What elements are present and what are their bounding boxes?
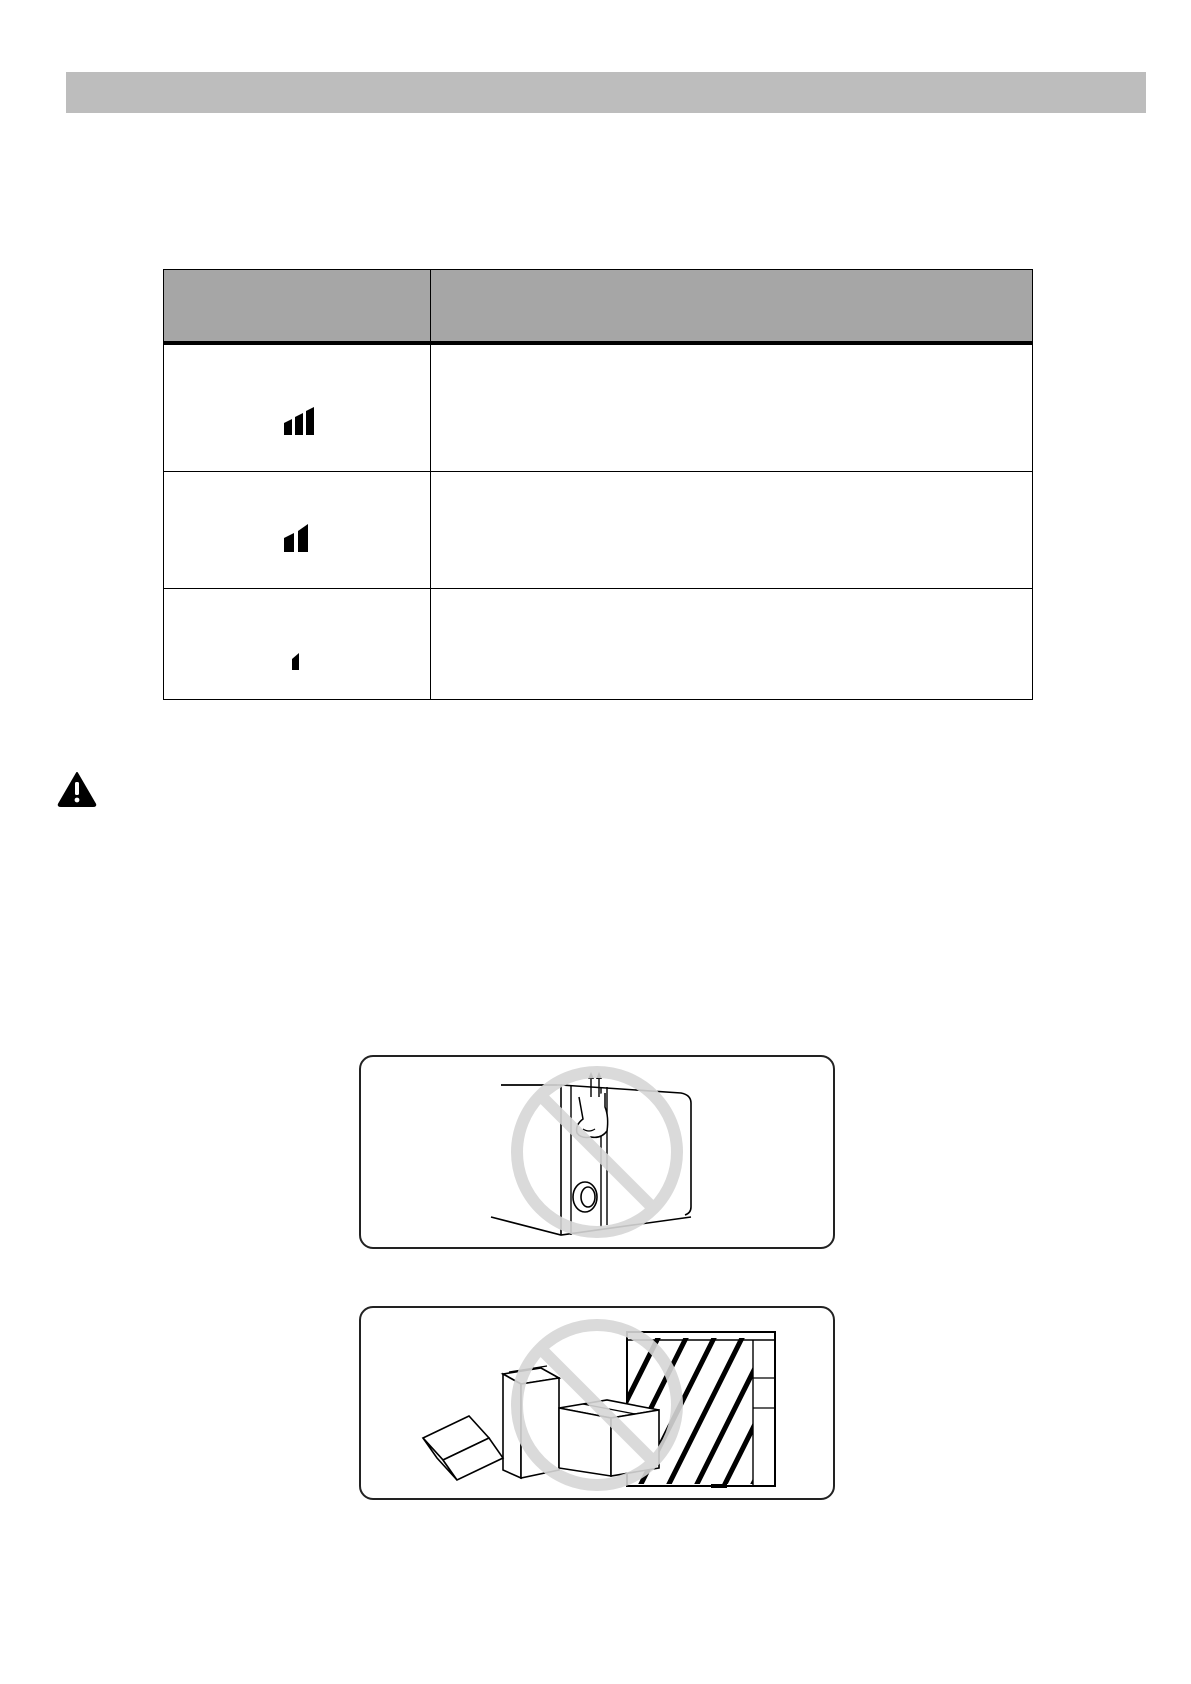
boxes-near-outdoor-unit-illustration [361,1308,835,1500]
illustration-no-obstacles-near-unit [359,1306,835,1500]
warning-icon [57,771,97,807]
hand-opening-unit-illustration [361,1057,835,1249]
signal-description [431,589,1033,700]
illustration-no-hand-inside-unit [359,1055,835,1249]
signal-icon-cell [164,472,431,589]
table-row [164,343,1033,472]
signal-icon-cell [164,343,431,472]
signal-weak-icon [290,652,302,670]
signal-strength-table [163,269,1033,700]
signal-description [431,472,1033,589]
table-header-description [431,270,1033,344]
table-row [164,472,1033,589]
section-header-bar [66,72,1146,113]
table-header-signal [164,270,431,344]
signal-strong-icon [284,407,314,435]
signal-medium-icon [284,524,310,552]
table-row [164,589,1033,700]
signal-icon-cell [164,589,431,700]
signal-description [431,343,1033,472]
